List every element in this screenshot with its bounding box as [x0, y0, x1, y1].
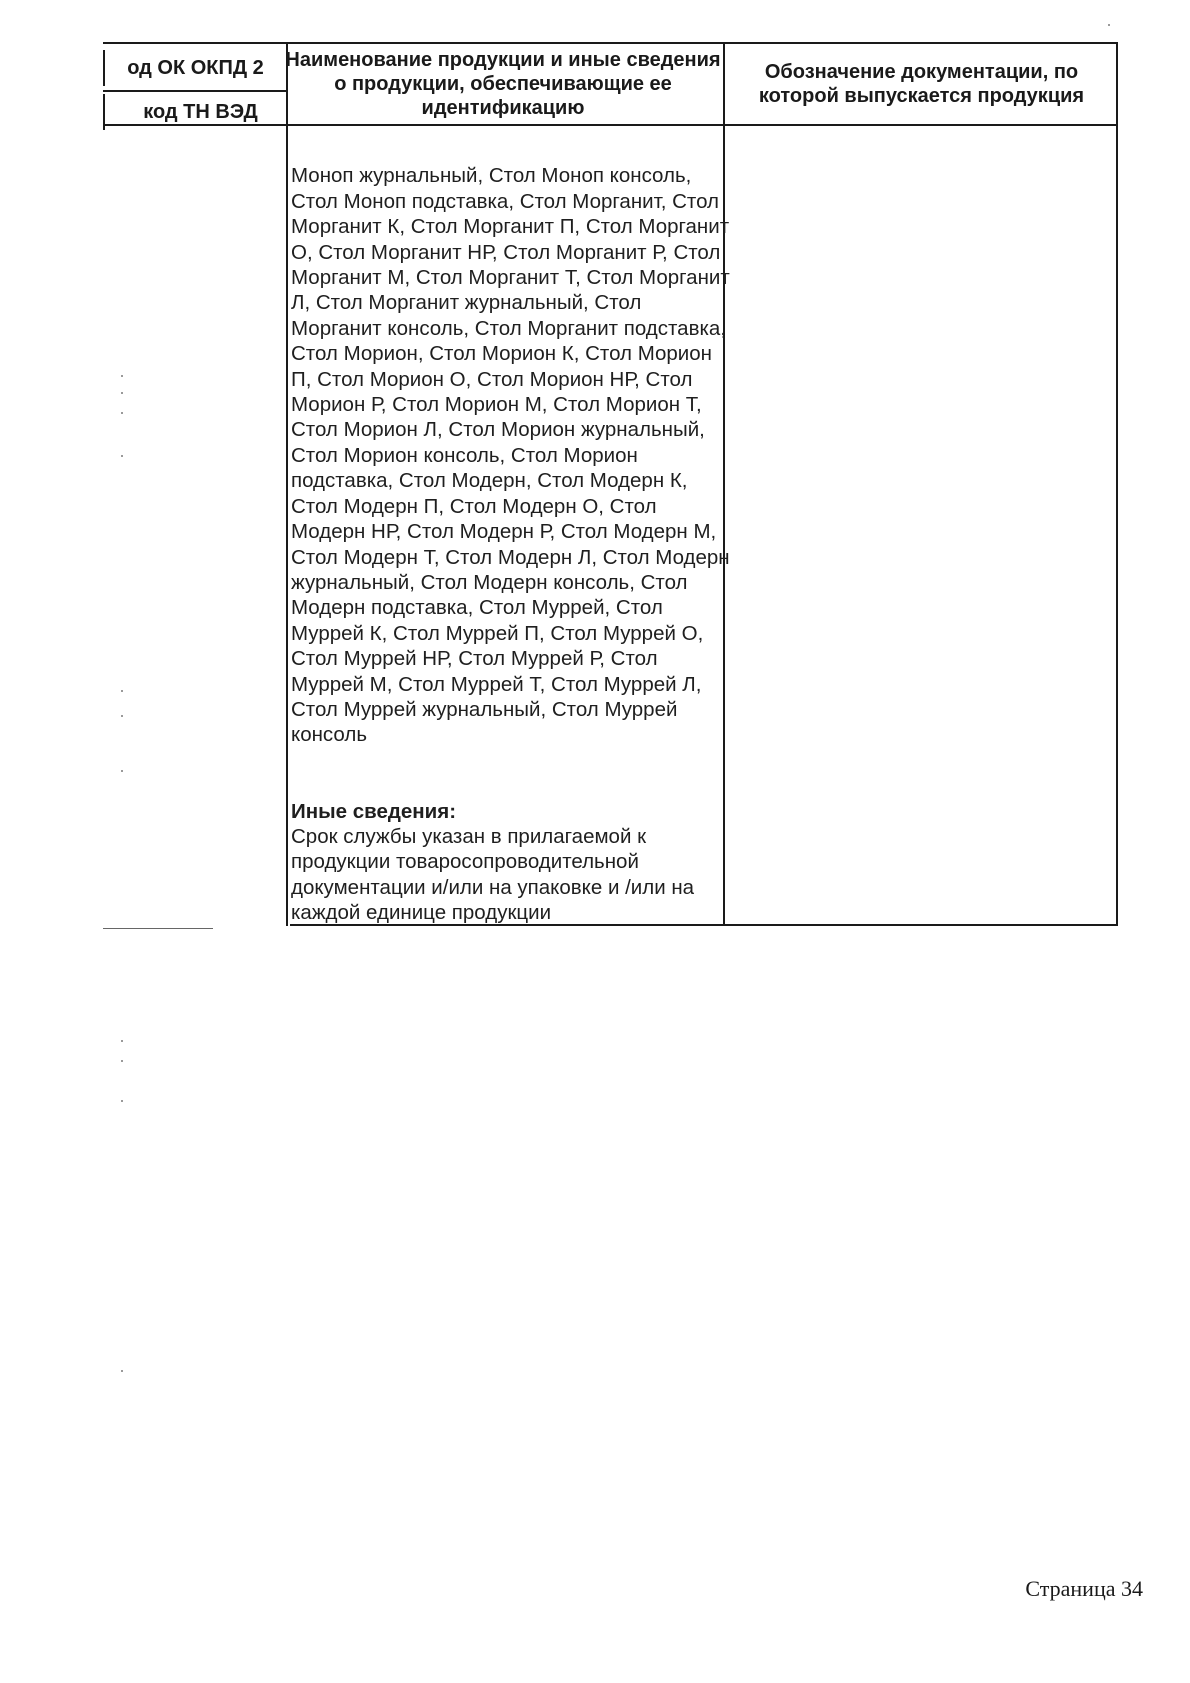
header-product-name: Наименование продукции и иные сведения о продукции, обеспечивающие ее идентификацию: [285, 49, 721, 119]
scan-speck: [121, 375, 123, 377]
scan-speck: [1108, 24, 1110, 26]
page-number: Страница 34: [1025, 1576, 1143, 1601]
product-description-cell: [291, 138, 731, 926]
scan-speck: [121, 1060, 123, 1062]
header-code-okpd2: од ОК ОКПД 2: [127, 57, 264, 79]
scan-speck: [121, 455, 123, 457]
scan-speck: [121, 715, 123, 717]
header-bottom-border: [103, 124, 1118, 126]
scan-speck: [121, 392, 123, 394]
column-divider-1: [286, 42, 288, 926]
table-bottom-left-fragment: [103, 928, 213, 929]
product-table: [103, 42, 1118, 928]
table-top-border: [103, 42, 1118, 44]
scan-speck: [121, 1040, 123, 1042]
scan-speck: [121, 1370, 123, 1372]
other-info-label: Иные сведения:: [291, 799, 457, 823]
header-code-tnved: код ТН ВЭД: [143, 101, 258, 123]
scan-speck: [121, 690, 123, 692]
scan-speck: [121, 770, 123, 772]
table-right-border: [1116, 42, 1118, 926]
code-cell-divider: [103, 90, 288, 92]
header-documentation: Обозначение документации, по которой выпускается продукция: [758, 61, 1085, 107]
other-info-text: Срок службы указан в прилагаемой к продукции товаросопроводительной документации и/или на упаковке и /или на каждой единице продукции: [291, 824, 695, 925]
scan-speck: [121, 412, 123, 414]
table-left-stub-top: [103, 50, 105, 86]
product-list: Моноп журнальный, Стол Моноп консоль, Стол Моноп подставка, Стол Морганит, Стол Морганит К, Стол Морганит П, Стол Морганит О, Стол Морганит НР, Стол Морганит Р, Стол Морганит М, Стол Морганит Т, Стол Морганит Л, Стол Морганит журнальный, Стол Морганит консоль, Стол Морганит подставка, Стол Морион, Стол Морион К, Стол Морион П, Стол Морион О, Стол Морион НР, Стол Морион Р, Стол Морион М, Стол Морион Т, Стол Морион Л, Стол Морион журнальный, Стол Морион консоль, Стол Морион подставка, Стол Модерн, Стол Модерн К, Стол Модерн П, Стол Модерн О, Стол Модерн НР, Стол Модерн Р, Стол Модерн М, Стол Модерн Т, Стол Модерн Л, Стол Модерн журнальный, Стол Модерн консоль, Стол Модерн подставка, Стол Муррей, Стол Муррей К, Стол Муррей П, Стол Муррей О, Стол Муррей НР, Стол Муррей Р, Стол Муррей М, Стол Муррей Т, Стол Муррей Л, Стол Муррей журнальный, Стол Муррей консоль: [291, 164, 730, 747]
scan-speck: [121, 1100, 123, 1102]
